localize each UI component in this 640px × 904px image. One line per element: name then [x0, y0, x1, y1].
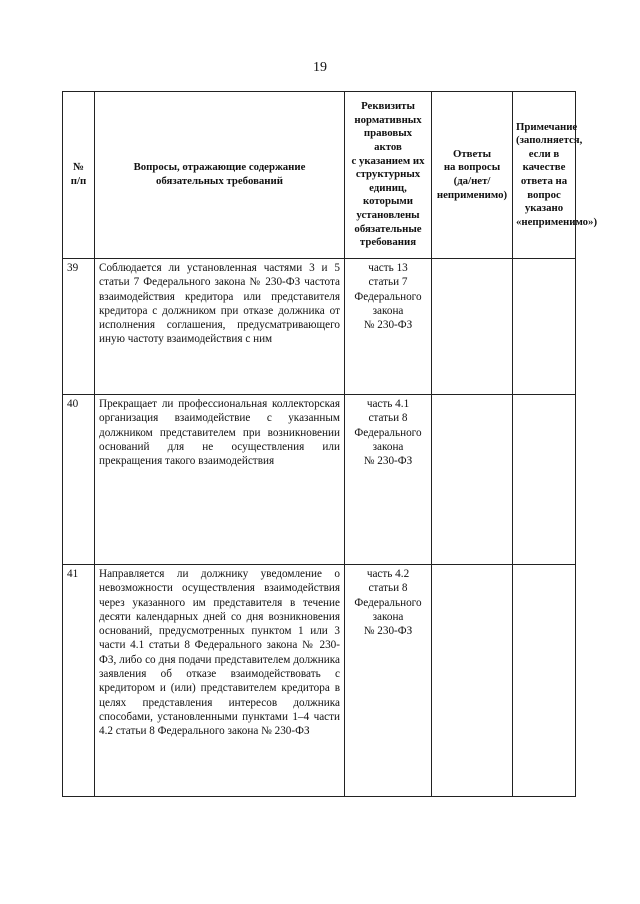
row-requisites: часть 4.2 статьи 8 Федерального закона № 230-ФЗ	[345, 565, 432, 797]
row-answer-cell[interactable]	[432, 259, 513, 395]
row-question: Прекращает ли профессиональная коллекторская организация взаимодействие с указанным должником представителем при возникновении оснований для не осуществления или прекращения такого взаимодействия	[95, 395, 345, 565]
page-number: 19	[313, 60, 327, 75]
header-answers: Ответы на вопросы (да/нет/ неприменимо)	[432, 92, 513, 259]
row-question: Направляется ли должнику уведомление о невозможности осуществления взаимодействия через указанного им представителя в течение десяти календарных дней со дня возникновения оснований, предусмотренных пунктом 1 или 3 части 4.1 статьи 8 Федерального закона № 230-ФЗ, либо со дня подачи представителем должника заявления об отказе взаимодействовать с кредитором и (или) представителем кредитора в целях представления интересов должника способами, установленными пунктами 1–4 части 4.2 статьи 8 Федерального закона № 230-ФЗ	[95, 565, 345, 797]
header-questions: Вопросы, отражающие содержание обязательных требований	[95, 92, 345, 259]
requirements-checklist-table	[62, 91, 598, 797]
row-note-cell[interactable]	[513, 565, 576, 797]
row-note-cell[interactable]	[513, 395, 576, 565]
header-number: № п/п	[63, 92, 95, 259]
table-row	[63, 395, 576, 565]
row-number: 39	[63, 259, 95, 395]
row-question: Соблюдается ли установленная частями 3 и 5 статьи 7 Федерального закона № 230-ФЗ частота взаимодействия кредитора или представителя кредитора с должником при отказе должника от исполнения соглашения, предусматривающего иную частоту взаимодействия с ним	[95, 259, 345, 395]
row-number: 40	[63, 395, 95, 565]
row-requisites: часть 13 статьи 7 Федерального закона № 230-ФЗ	[345, 259, 432, 395]
row-answer-cell[interactable]	[432, 565, 513, 797]
table-row	[63, 565, 576, 797]
table-row	[63, 259, 576, 395]
row-answer-cell[interactable]	[432, 395, 513, 565]
row-note-cell[interactable]	[513, 259, 576, 395]
table-header-row	[63, 92, 576, 259]
header-note: Примечание (заполняется, если в качестве ответа на вопрос указано «неприменимо»)	[513, 92, 576, 259]
header-requisites: Реквизиты нормативных правовых актов с указанием их структурных единиц, которыми установлены обязательные требования	[345, 92, 432, 259]
row-number: 41	[63, 565, 95, 797]
row-requisites: часть 4.1 статьи 8 Федерального закона № 230-ФЗ	[345, 395, 432, 565]
